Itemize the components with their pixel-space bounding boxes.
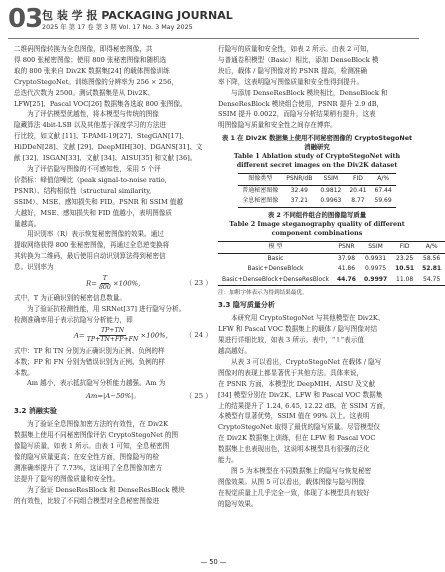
equation-rhs: ×100%，	[140, 331, 173, 340]
text-line: 本研究用 CryptoStegoNet 与其他模型在 Div2K、	[231, 314, 385, 323]
table-cell: 20.41	[349, 186, 367, 194]
table-header-cell: FID	[353, 175, 363, 183]
table-header-cell: A/%	[425, 243, 438, 251]
table-cell: 37.98	[337, 254, 356, 262]
text-line: 法提升了隐写的图像质量和安全性。	[14, 474, 120, 483]
text-line: 为了评估隐写图像的不可感知性，采用 5 个评	[27, 164, 161, 173]
table-2	[218, 241, 445, 286]
text-line: CryptoStegoNet 取得了最优的隐写质量。尽管模型仅	[218, 423, 380, 432]
table-cell: 普通秘密图像	[242, 186, 279, 194]
text-line: 为了验证抗检测性能，用 SRNet[37] 进行隐写分析。	[27, 304, 186, 313]
text-line: 行比较，如文献 [11]、T-PAMI-19[27]、StegGAN[17]、	[14, 132, 189, 141]
text-line: 大越好，MSE、感知损失和 FID 值越小，表明图像质	[14, 208, 173, 217]
text-line: 其转换为二维码，最后使用自动识别算法得到秘密信	[14, 252, 166, 261]
text-line: 得 800 张秘密图像；使用 800 张秘密图像和随机选	[14, 55, 167, 64]
paragraph	[14, 346, 212, 390]
table-1-caption-en: Table 1 Ablation study of CryptoStegoNet with different secret images on the Div2K dataset	[233, 152, 401, 170]
table-header-cell: SSIM	[323, 175, 339, 183]
text-line: HiDDeN[28]、文献 [29]、DeepMIH[30]、DGANS[31]、文	[14, 143, 203, 152]
text-line: 测准确率提升了 7.73%，这证明了全息图像加密方	[14, 463, 163, 472]
fraction-numerator: TP+TN	[101, 327, 125, 335]
table-cell: 67.44	[374, 186, 392, 194]
table-cell: Basic	[267, 254, 284, 262]
text-line: 的有效性，比较了不同组合模型对全息秘密图像进	[14, 496, 160, 505]
text-line: 在 Div2K 数据集上训练，但在 LFW 和 Pascal VOC	[218, 434, 376, 443]
page-number: — 50 —	[200, 558, 227, 566]
table-note: 注：加粗字体表示为得到结果最优。	[218, 290, 308, 297]
text-line: DenseResBlock 模块组合使用，PSNR 提升 2.9 dB，	[218, 99, 384, 108]
table-cell: 0.9963	[320, 197, 342, 205]
text-line: 检测准确率用于表示抗隐写分析能力，即	[14, 315, 133, 324]
text-line: Am 越小，表示抵抗隐写分析能力越强。Am 为	[27, 379, 166, 388]
text-line: 能力。	[218, 456, 238, 465]
text-line: 图像效果。从图 5 可以看出，载体图像与隐写图像	[218, 477, 365, 486]
table-header-cell: FID	[399, 243, 410, 251]
table-row	[218, 253, 445, 264]
text-line: 果进行详细比较，如表 3 所示。表中，“↑”表示值	[218, 336, 364, 345]
header-divider	[8, 38, 419, 39]
text-line: LFW[25]、Pascal VOC[26] 数据集各选取 800 张图像。	[14, 99, 187, 108]
text-line: CryptoStegoNet。训练图像的分辨率为 256 × 256，	[14, 77, 178, 86]
table-cell: 52.81	[422, 265, 442, 273]
table-cell: 32.49	[290, 186, 308, 194]
text-line: 图 5 为本模型在不同数据集上的隐写与恢复秘密	[231, 467, 372, 475]
text-line: [34] 模型分别在 Div2K、LFW 和 Pascal VOC 数据集	[218, 390, 383, 399]
text-line: 的隐写效果。	[218, 499, 258, 508]
text-line: 与添加 DenseResBlock 模块相比，DenseBlock 和	[231, 88, 388, 97]
fraction-denominator: TP+TN+FP+FN	[86, 336, 139, 344]
table-row	[238, 196, 395, 207]
equation-fraction	[99, 275, 111, 292]
text-line: 从表 3 可以看出，CryptoStegoNet 在载体 / 隐写	[231, 357, 382, 366]
table-header-cell: PSNR	[338, 243, 355, 251]
text-line: 数据集上也表现出色，这说明本模型具有很强的泛化	[218, 445, 370, 454]
table-cell: 0.9997	[363, 275, 388, 283]
table-header-cell: PSNR/dB	[286, 175, 313, 183]
table-cell: 54.75	[423, 275, 441, 283]
equation-number: （ 24 ）	[185, 331, 212, 340]
text-line: 在视觉质量上几乎完全一致，体现了本模型具有较好	[218, 488, 370, 497]
table-row	[218, 275, 445, 286]
paragraph	[14, 229, 212, 273]
text-line: 为了验证全息图像加密方法的有效性，在 Div2K	[27, 420, 169, 429]
table-cell: 0.9931	[365, 254, 387, 262]
text-line: 像隐写质量，如表 1 所示。由表 1 可知，全息秘密图	[14, 442, 170, 451]
table-header-cell: A/%	[377, 175, 390, 183]
text-line: 式中，T 为正确识别的秘密信息数量。	[14, 294, 126, 303]
text-line: 上的结果提升了 1.24, 6.45, 12.22 dB。在 SSIM 方面，	[218, 401, 390, 410]
table-2-caption-en: Table 2 Image steganography quality of different component combinations	[229, 220, 405, 238]
issue-mark: 03	[8, 4, 43, 34]
equation-25	[14, 389, 212, 403]
text-line: 在 PSNR 方面，本模型比 DeepMIH、AISU 及文献	[218, 379, 376, 388]
paragraph	[14, 419, 212, 506]
text-line: 本模型有显著优势，SSIM 值在 99% 以上。这表明	[218, 412, 370, 421]
text-line: LFW 和 Pascal VOC 数据集上的载体 / 隐写图像对结	[218, 325, 378, 334]
issue-line: 2025 年 第 17 卷 第 3 期 Vol. 17 No. 3 May 2025	[42, 23, 193, 31]
text-line: 率下降，这表明隐写图像质量和安全性得到提升。	[218, 77, 364, 86]
paragraph	[14, 44, 212, 109]
text-line: SSIM）、MSE、感知损失和 FID。PSNR 和 SSIM 值越	[14, 197, 183, 206]
text-line: 明图像隐写质量和安全性之间存在博弈。	[218, 121, 337, 130]
table-2-caption-cn: 表 2 不同组件组合的图像隐写质量	[267, 211, 367, 220]
text-line: 提取网络获得 800 张秘密图像，再通过全息逆变换将	[14, 241, 170, 250]
text-line: 总迭代次数为 2500。测试数据集是从 Div2K、	[14, 88, 155, 97]
text-line: 量越高。	[14, 219, 41, 228]
table-cell: 41.86	[337, 265, 356, 273]
table-header-cell: 图像类型	[248, 175, 273, 183]
equation-23	[14, 273, 212, 293]
paragraph	[14, 164, 212, 229]
equation-expression: Am=|A−50%|。	[86, 391, 141, 400]
table-cell: 全息秘密图像	[242, 197, 279, 205]
text-line: 本数。	[14, 368, 34, 377]
table-cell: 23.25	[396, 254, 414, 262]
journal-title: 包 装 学 报 PACKAGING JOURNAL	[42, 9, 233, 22]
text-line: 越高越好。	[218, 347, 251, 356]
section-heading-3-3: 3.3 隐写质量分析	[218, 301, 275, 310]
text-line: 献 [32]、ISGAN[33]、文献 [34]、AISU[35] 和文献 [36]。	[14, 154, 197, 163]
text-line: 用识别率（R）表示恢复秘密图像的效果。通过	[27, 230, 164, 239]
text-line: 图像对的表现上都显著优于其他方法。具体来说，	[218, 368, 364, 377]
table-cell: 0.9975	[365, 265, 387, 273]
paragraph	[218, 313, 416, 509]
text-line: 数据集上使用不同秘密图像评估 CryptoStegoNet 的图	[14, 431, 179, 440]
text-line: 取的 800 张来自 Div2K 数据集[24] 的载体图像训练	[14, 66, 170, 75]
fraction-denominator: 800	[99, 283, 111, 291]
equation-24	[14, 326, 212, 346]
text-line: 为了验证 DenseResBlock 和 DenseResBlock 模块	[27, 485, 185, 494]
paragraph	[14, 293, 212, 326]
table-1	[238, 173, 395, 208]
text-line: 二维码图像转换为全息图像，即得秘密图像，共	[14, 45, 153, 53]
table-cell: 10.51	[395, 265, 415, 273]
equation-fraction	[87, 327, 139, 344]
text-line: 像的隐写质量更高；在安全性方面，图像隐写的检	[14, 453, 160, 461]
table-cell: 44.76	[336, 275, 356, 283]
table-cell: 37.21	[290, 197, 308, 205]
text-line: 行隐写的质量和安全性，如表 2 所示。由表 2 可知，	[218, 45, 374, 53]
section-heading-3-2: 3.2 消融实验	[14, 407, 57, 416]
text-line: PSNR）、结构相似性（structural similarity,	[14, 186, 152, 195]
table-row	[218, 264, 445, 275]
text-line: SSIM 提升 0.0022，而隐写分析结果稍有提升，这表	[218, 110, 376, 119]
equation-rhs: ×100%，	[112, 279, 145, 288]
equation-number: （ 23 ）	[185, 278, 212, 287]
table-cell: 58.56	[423, 254, 441, 262]
table-header-row	[218, 242, 445, 254]
table-header-cell: 模 型	[268, 243, 283, 251]
table-header-row	[238, 174, 395, 186]
paragraph	[218, 44, 416, 131]
table-cell: 11.08	[396, 275, 414, 283]
paragraph	[14, 109, 212, 164]
fraction-numerator: T	[102, 274, 107, 282]
text-line: 块后，载体 / 隐写图像对的 PSNR 提高，检测准确	[218, 66, 367, 75]
text-line: 为了评估模型优越性，将本模型与传统的图像	[27, 110, 159, 119]
equation-lhs: A=	[74, 331, 85, 340]
text-line: 与普通卷积模型（Basic）相比，添加 DenseBlock 模	[218, 55, 379, 64]
table-cell: 8.77	[351, 197, 365, 205]
table-row	[238, 185, 395, 196]
text-line: 隐藏算法 4bit-LSB 以及其他基于深度学习的方法进	[14, 121, 167, 130]
equation-lhs: R=	[86, 279, 97, 288]
journal-header	[8, 6, 419, 36]
text-line: 本数；FP 和 FN 分别为错误识别为正例、负例的样	[14, 357, 165, 366]
table-cell: 59.69	[374, 197, 392, 205]
left-column	[14, 44, 212, 507]
table-cell: Basic+DenseBlock+DenseResBlock	[222, 275, 329, 283]
text-line: 息。识别率为	[14, 263, 54, 272]
table-cell: 0.9812	[320, 186, 342, 194]
table-1-caption-cn: 表 1 在 Div2K 数据集上使用不同秘密图像的 CryptoStegoNet 消融研究	[221, 134, 413, 152]
table-cell: Basic+DenseBlock	[247, 265, 304, 273]
equation-number: （ 25 ）	[185, 391, 212, 400]
table-header-cell: SSIM	[368, 243, 383, 251]
text-line: 价指标：峰值信噪比（peak signal-to-noise ratio,	[14, 175, 167, 184]
text-line: 式中：TP 和 TN 分别为正确识别为正例、负例的样	[14, 346, 165, 355]
right-column	[218, 44, 442, 510]
